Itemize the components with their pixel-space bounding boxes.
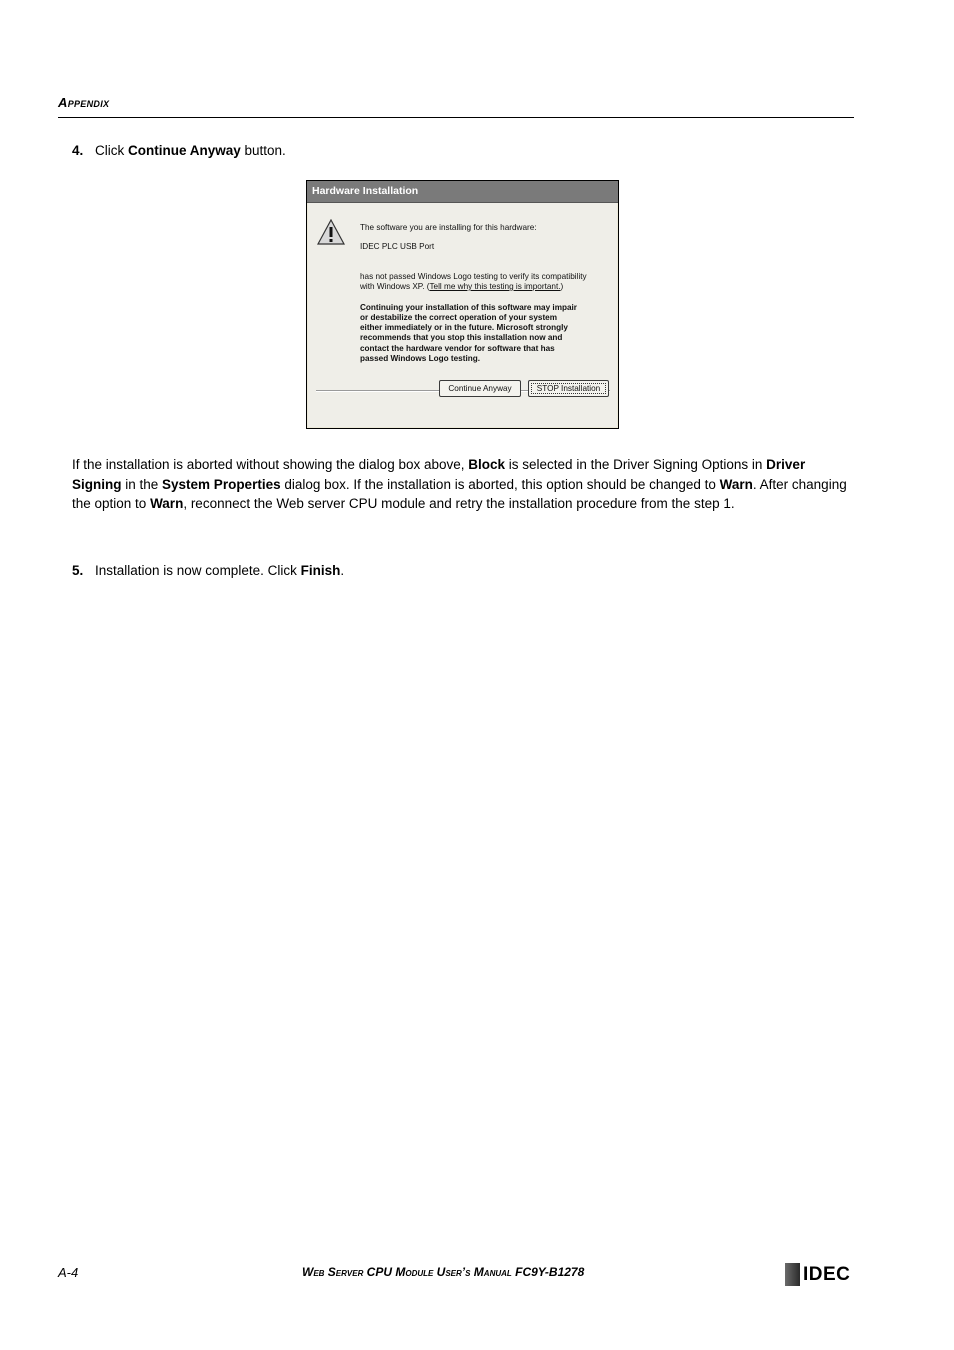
logo-line-2: with Windows XP. (Tell me why this testing is important.): [360, 282, 564, 291]
warning-line: recommends that you stop this installation now and: [360, 333, 563, 342]
warning-line: or destabilize the correct operation of your system: [360, 313, 558, 322]
page-number: A-4: [58, 1265, 79, 1280]
warning-icon: [317, 219, 345, 245]
device-name: IDEC PLC USB Port: [360, 242, 435, 251]
warning-line: either immediately or in the future. Microsoft strongly: [360, 323, 568, 332]
stop-installation-button[interactable]: STOP Installation: [528, 380, 609, 397]
logo-line-1: has not passed Windows Logo testing to verify its compatibility: [360, 272, 587, 281]
focus-rect: [531, 383, 606, 394]
idec-logo: [785, 1263, 850, 1286]
section-title: Appendix: [58, 95, 110, 110]
step-5: 5. Installation is now complete. Click Finish.: [72, 563, 345, 578]
warning-line: contact the hardware vendor for software that has: [360, 344, 555, 353]
driver-signing-note: If the installation is aborted without showing the dialog box above, Block is selected in the Driver Signing Options in Driver Signing in the System Properties dialog box. If the installation is aborted, this option should be changed to Warn. After changing the option to Warn, reconnect the Web server CPU module and retry the installation procedure from the step 1.: [72, 457, 847, 511]
logo-text: IDEC: [803, 1264, 851, 1285]
dialog-titlebar: Hardware Installation: [307, 181, 618, 203]
manual-title: Web Server CPU Module User’s Manual FC9Y-B1278: [302, 1265, 585, 1279]
dialog-intro: The software you are installing for this hardware:: [360, 223, 537, 232]
logo-mark: [785, 1263, 800, 1286]
page-header: [58, 94, 854, 118]
warning-line: Continuing your installation of this software may impair: [360, 303, 577, 312]
step-number: 4.: [72, 143, 84, 158]
step-number: 5.: [72, 563, 84, 578]
warning-line: passed Windows Logo testing.: [360, 354, 481, 363]
continue-anyway-button[interactable]: Continue Anyway: [439, 380, 521, 397]
step-4: 4. Click Continue Anyway button.: [72, 143, 286, 158]
why-testing-link[interactable]: Tell me why this testing is important.: [429, 282, 561, 291]
